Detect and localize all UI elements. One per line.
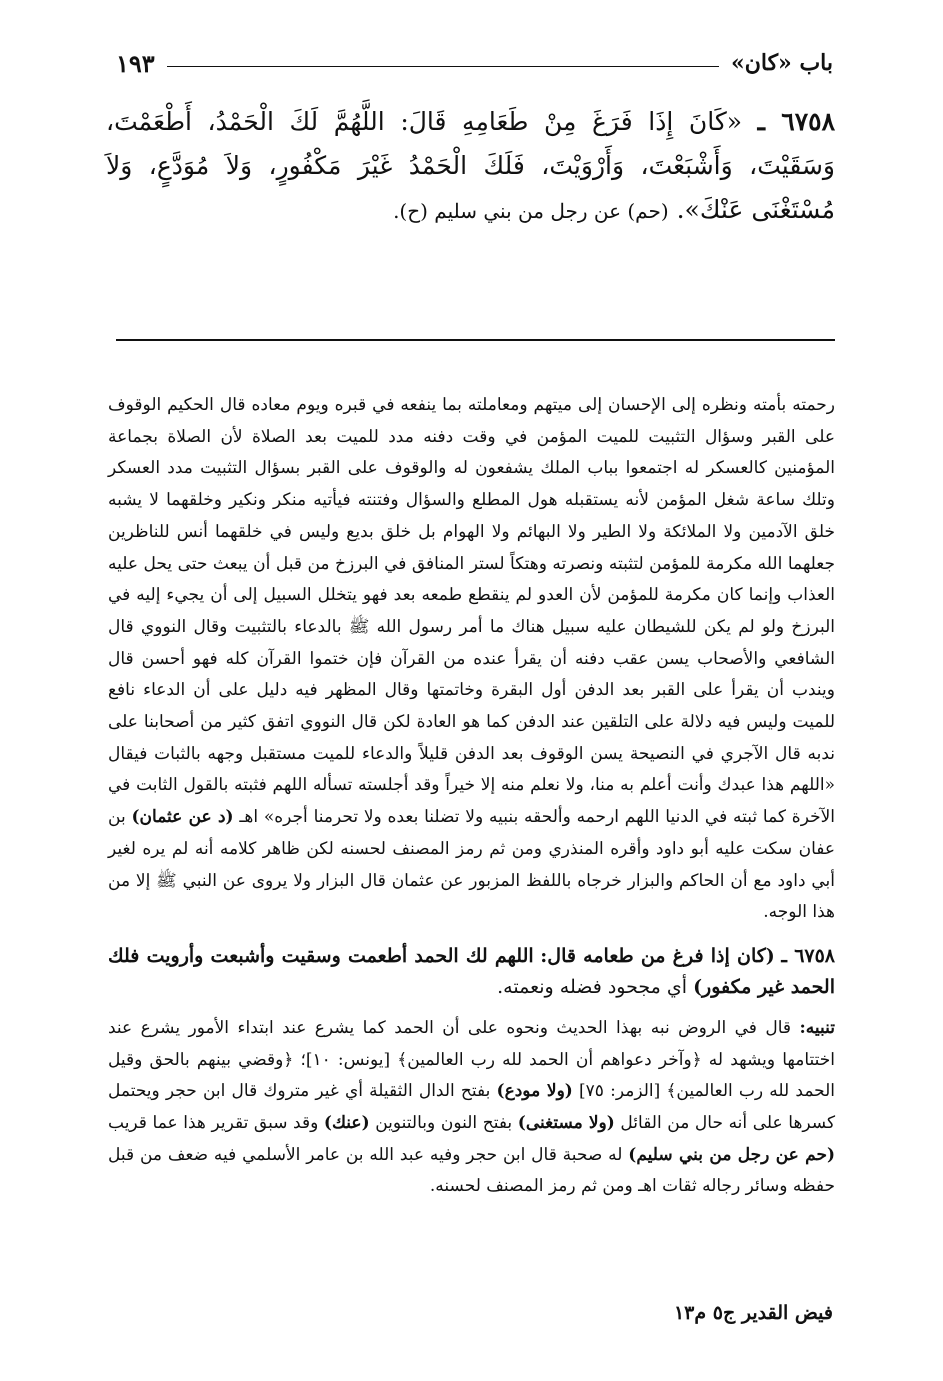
note-text: وقد سبق تقرير هذا عما قريب	[108, 1113, 319, 1134]
page-header	[116, 46, 833, 80]
note-paragraph	[108, 1013, 835, 1203]
header-rule	[167, 66, 719, 67]
hadith-number: ٦٧٥٨ ـ	[757, 107, 836, 136]
commentary-hadith-gloss: أي مجحود فضله ونعمته.	[497, 975, 688, 998]
commentary-hadith-text: اللهم لك الحمد أطعمت وسقيت وأشبعت وأرويت فلك الحمد غير مكفور)	[108, 944, 835, 998]
note-text: بفتح النون وبالتنوين	[375, 1113, 513, 1134]
commentary-text-tail: بن عفان سكت عليه أبو داود وأقره المنذري ومن ثم رمز المصنف لحسنه لكن ظاهر كلامه أنه لم يره لغير أبي داود مع أن الحاكم والبزار خرجاه باللفظ المزبور عن عثمان قال البزار ولا يروى عن النبي ﷺ إلا من هذا الوجه.	[108, 807, 835, 923]
commentary-text: رحمته بأمته ونظره إلى الإحسان إلى ميتهم ومعاملته بما ينفعه في قبره ويوم معاده قال الحكيم الوقوف على القبر وسؤال التثبيت للميت المؤمن في وقت دفنه مدد للميت بعد الصلاة لأن الصلاة بجماعة المؤمنين كالعسكر له اجتمعوا بباب الملك يشفعون له والوقوف على القبر بسؤال التثبيت مدد العسكر وتلك ساعة شغل المؤمن لأنه يستقبله هول المطلع والسؤال وفتنته فيأتيه منكر ونكير وخلقهما لا يشبه خلق الآدمين ولا الملائكة ولا الطير ولا البهائم ولا الهوام بل خلق بديع وليس في خلقهما أنس للناظرين جعلهما الله مكرمة للمؤمن لتثبته ونصرته وهتكاً لستر المنافق في البرزخ من قبل أن يبعث حتى يحل عليه العذاب وإنما كان مكرمة للمؤمن لأن العدو لم ينقطع طمعه بعد فهو يتخلل السبيل إلى أن يجيء إليه في البرزخ ولو لم يكن للشيطان عليه سبيل هناك ما أمر رسول الله ﷺ بالدعاء بالتثبيت وقال النووي قال الشافعي والأصحاب يسن عقب دفنه أن يقرأ عنده من القرآن فإن ختموا القرآن كله فهو أحسن قال ويندب أن يقرأ على القبر بعد الدفن أول البقرة وخاتمتها وقال المظهر فيه دليل على أن الدعاء نافع للميت وليس فيه دلالة على التلقين عند الدفن كما هو العادة لكن قال النووي اتفق كثير من أصحابنا على ندبه قال الآجري في النصيحة يسن الوقوف بعد الدفن قليلاً والدعاء للميت مستقبل وجهه بالثبات فيقال «اللهم هذا عبدك وأنت أعلم به منا، ولا نعلم منه إلا خيراً وقد أجلسته تسأله اللهم فثبته بالقول الثابت في الآخرة كما ثبته في الدنيا اللهم ارحمه وألحقه بنبيه ولا تضلنا بعده ولا تحرمنا أجره» اهـ	[108, 395, 836, 828]
commentary-hadith-intro: (كان إذا فرغ من طعامه قال:	[540, 944, 775, 967]
page-number: ١٩٣	[116, 48, 155, 78]
note-label: تنبيه:	[799, 1017, 835, 1038]
note-text: قال في الروض نبه بهذا الحديث ونحوه على أن الحمد كما يشرع عند ابتداء الأمور يشرع عند اختتامها ويشهد له ﴿وآخر دعواهم أن الحمد لله رب العالمين﴾ [يونس: ١٠]؛ ﴿وقضي بينهم بالحق وقيل الحمد لله رب العالمين﴾ [الزمر: ٧٥]	[108, 1017, 836, 1102]
note-term: (عنك)	[323, 1113, 370, 1134]
page-footer-signature: فيض القدير ج٥ م١٣	[673, 1302, 833, 1324]
note-text: بفتح الدال الثقيلة أي غير متروك قال ابن حجر ويحتمل كسرها على أنه حال من القائل	[108, 1081, 836, 1134]
commentary-source: (د عن عثمان)	[131, 807, 234, 828]
note-text: له صحبة قال ابن حجر وفيه عبد الله بن عامر الأسلمي فيه ضعف من قبل حفظه وسائر رجاله ثقات اهـ ومن ثم رمز المصنف لحسنه.	[108, 1144, 835, 1197]
hadith-text: «كَانَ إِذَا فَرَغَ مِنْ طَعَامِهِ قَالَ: اللَّهُمَّ لَكَ الْحَمْدُ، أَطْعَمْتَ، وَسَقَيْتَ، وَأَشْبَعْتَ، وَأَرْوَيْتَ، فَلَكَ الْحَمْدُ غَيْرَ مَكْفُورٍ، وَلاَ مُوَدَّعٍ، وَلاَ مُسْتَغْنَى عَنْكَ».	[106, 107, 835, 224]
hadith-source: (حم) عن رجل من بني سليم (ح).	[393, 199, 669, 223]
note-term: (ولا مستغنى)	[517, 1113, 615, 1134]
note-term: (حم عن رجل من بني سليم)	[628, 1144, 835, 1165]
chapter-title: باب «كان»	[730, 50, 833, 76]
commentary	[108, 390, 835, 1203]
main-hadith	[106, 100, 835, 233]
note-term: (ولا مودع)	[496, 1081, 573, 1102]
commentary-paragraph	[108, 390, 835, 929]
commentary-hadith-number: ٦٧٥٨ ـ	[781, 944, 836, 967]
section-divider	[116, 339, 835, 341]
commentary-hadith	[108, 941, 835, 1003]
